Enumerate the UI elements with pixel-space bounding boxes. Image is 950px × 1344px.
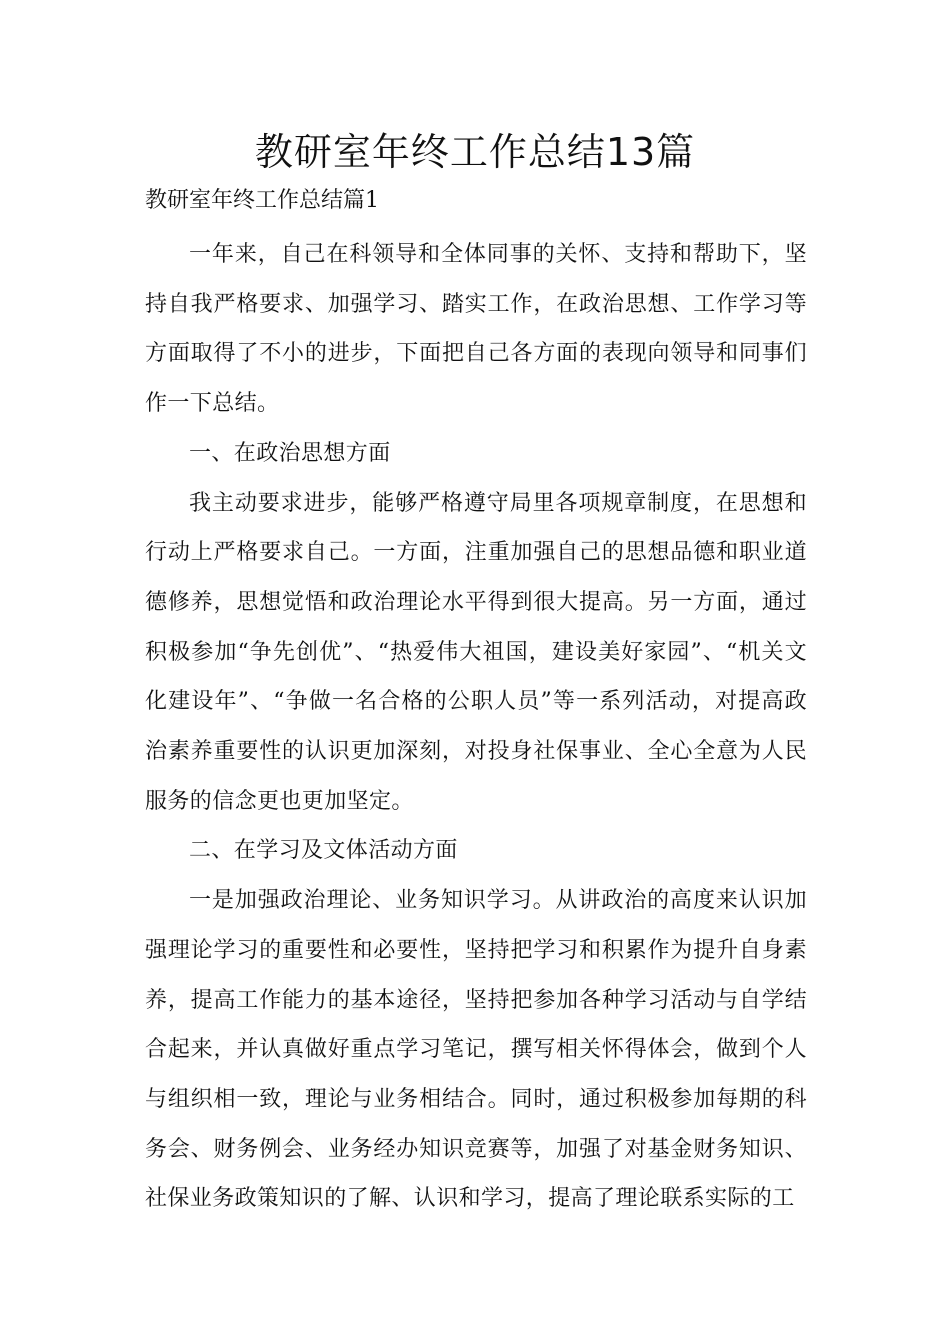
paragraph-politics: 我主动要求进步，能够严格遵守局里各项规章制度，在思想和行动上严格要求自己。一方面，注重加强自己的思想品德和职业道德修养，思想觉悟和政治理论水平得到很大提高。另一方面，通过积极参加“争先创优”、“热爱伟大祖国，建设美好家园”、“机关文化建设年”、“争做一名合格的公职人员”等一系列活动，对提高政治素养重要性的认识更加深刻，对投身社保事业、全心全意为人民服务的信念更也更加坚定。 <box>145 490 807 814</box>
section-subtitle: 教研室年终工作总结篇1 <box>145 188 379 213</box>
document-body <box>145 230 807 1224</box>
paragraph-intro: 一年来，自己在科领导和全体同事的关怀、支持和帮助下，坚持自我严格要求、加强学习、踏实工作，在政治思想、工作学习等方面取得了不小的进步，下面把自己各方面的表现向领导和同事们作一下总结。 <box>145 242 807 417</box>
section-heading-study: 二、在学习及文体活动方面 <box>189 838 458 864</box>
document-title: 教研室年终工作总结13篇 <box>254 130 696 174</box>
paragraph-study: 一是加强政治理论、业务知识学习。从讲政治的高度来认识加强理论学习的重要性和必要性，坚持把学习和积累作为提升自身素养，提高工作能力的基本途径，坚持把参加各种学习活动与自学结合起来，并认真做好重点学习笔记，撰写相关怀得体会，做到个人与组织相一致，理论与业务相结合。同时，通过积极参加每期的科务会、财务例会、业务经办知识竞赛等，加强了对基金财务知识、社保业务政策知识的了解、认识和学习，提高了理论联系实际的工 <box>145 888 807 1212</box>
section-heading-politics: 一、在政治思想方面 <box>189 440 391 466</box>
